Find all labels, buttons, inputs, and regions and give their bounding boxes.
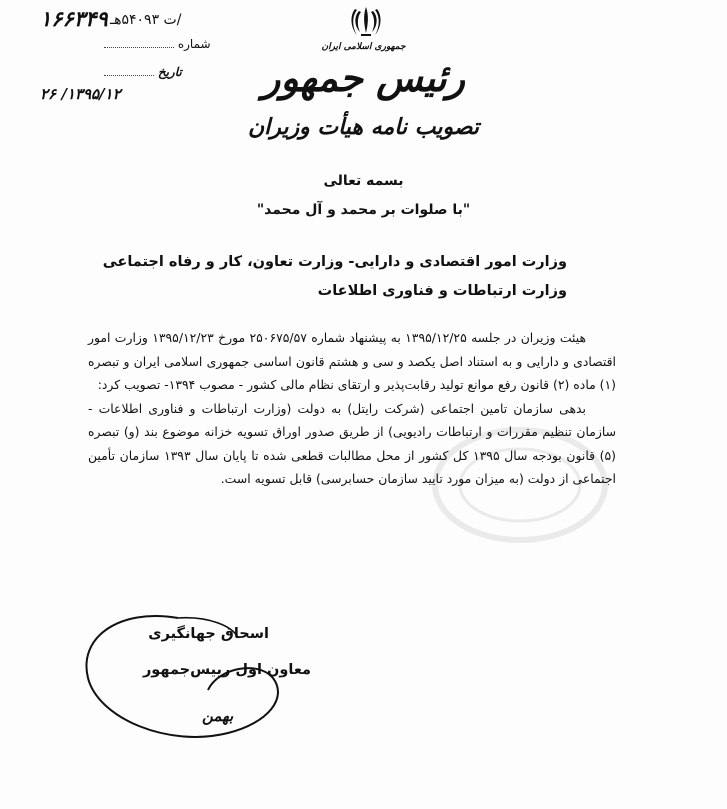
- cabinet-decree-title: تصویب نامه هیأت وزیران: [247, 114, 480, 140]
- signature-stroke: [58, 598, 308, 758]
- letter-number-handwritten: ۱۶۶۳۴۹: [40, 6, 108, 31]
- president-title: رئیس جمهور: [261, 55, 466, 100]
- republic-title: جمهوری اسلامی ایران: [321, 42, 406, 52]
- addressee-line: وزارت ارتباطات و فناوری اطلاعات: [317, 283, 567, 299]
- handwritten-initials: بهمن: [202, 707, 234, 725]
- body-paragraph: هیئت وزیران در جلسه ۱۳۹۵/۱۲/۲۵ به پیشنهاد شماره ۲۵۰۶۷۵/۵۷ مورخ ۱۳۹۵/۱۲/۲۳ وزارت امور اقتصادی و دارایی و به استناد اصل یکصد و سی و هشتم قانون اساسی جمهوری اسلامی ایران و تبصره (۱) ماده (۲) قانون رفع موانع تولید رقابت‌پذیر و ارتقای نظام مالی کشور - مصوب ۱۳۹۴- تصویب کرد:: [88, 330, 616, 392]
- letter-number-typed: /ت ۵۴۰۹۳هـ: [110, 12, 182, 28]
- iran-emblem-icon: [349, 4, 383, 38]
- salawat: "با صلوات بر محمد و آل محمد": [256, 202, 471, 218]
- addressee-line: وزارت امور اقتصادی و دارایی- وزارت تعاون، کار و رفاه اجتماعی: [102, 254, 567, 270]
- basmala: بسمه تعالی: [323, 173, 404, 189]
- signer-name: اسحاق جهانگیری: [148, 626, 269, 642]
- letter-date-handwritten: ۱۳۹۵/۱۲/ ۲۶: [40, 85, 121, 103]
- number-label: شماره: [177, 37, 211, 51]
- date-label: تاریخ: [157, 65, 182, 79]
- signer-title: معاون اول رییس‌جمهور: [142, 662, 311, 678]
- decree-body: [88, 326, 616, 491]
- body-paragraph: بدهی سازمان تامین اجتماعی (شرکت رایتل) به دولت (وزارت ارتباطات و فناوری اطلاعات - سازمان تنظیم مقررات و ارتباطات رادیویی) از طریق صدور اوراق تسویه خزانه موضوع بند (و) تبصره (۵) قانون بودجه سال ۱۳۹۵ کل کشور از محل مطالبات قطعی شده تا پایان سال ۱۳۹۳ سازمان تأمین اجتماعی از دولت (به میزان مورد تایید سازمان حسابرسی) قابل تسویه است.: [88, 400, 617, 486]
